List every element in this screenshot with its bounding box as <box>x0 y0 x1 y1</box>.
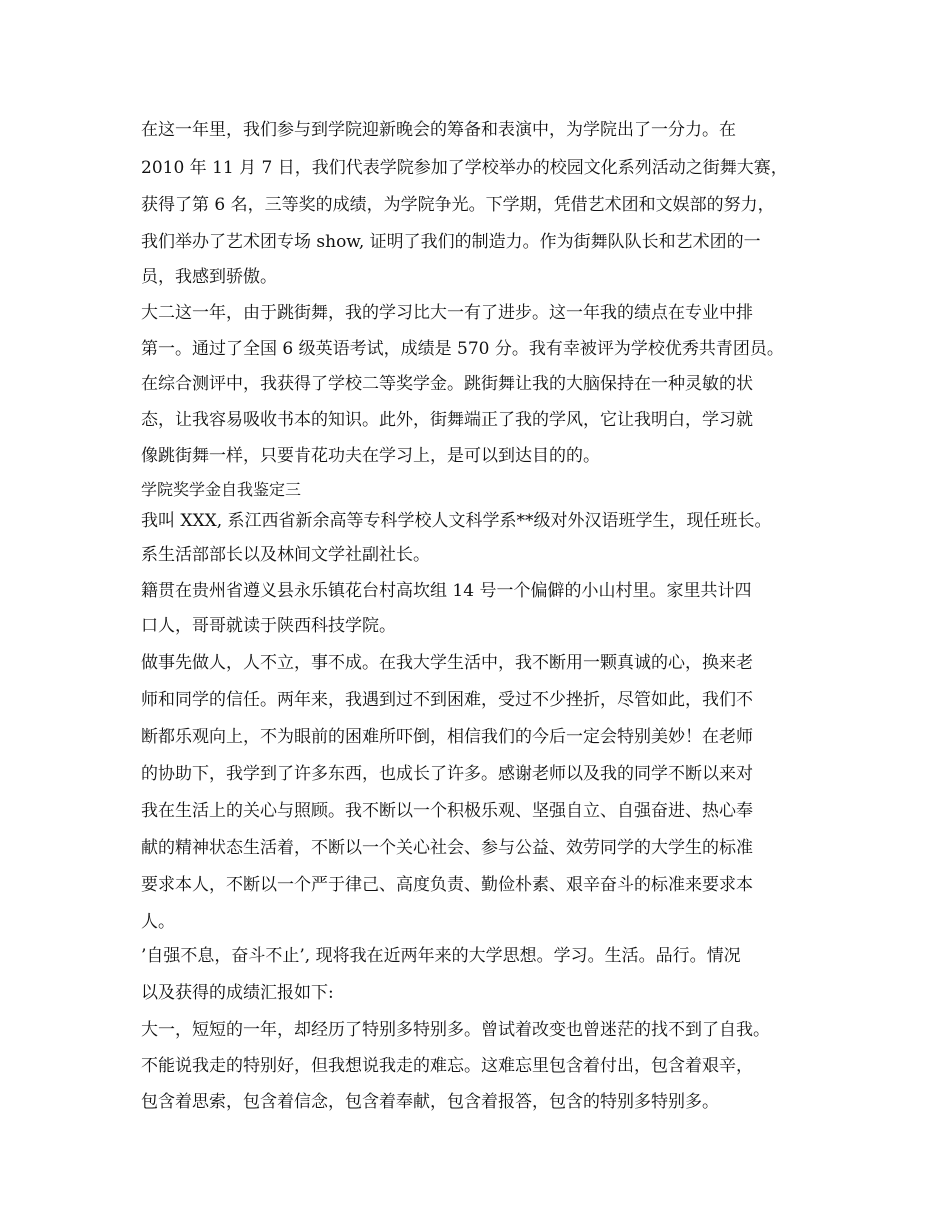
text-line: 做事先做人，人不立，事不成。在我大学生活中，我不断用一颗真诚的心，换来老 <box>141 653 753 673</box>
text-line: 要求本人，不断以一个严于律己、高度负责、勤俭朴素、艰辛奋斗的标准来要求本 <box>141 875 753 895</box>
text-line: 大一，短短的一年，却经历了特别多特别多。曾试着改变也曾迷茫的找不到了自我。 <box>141 1020 770 1040</box>
text-line: 以及获得的成绩汇报如下: <box>141 983 334 1003</box>
section-heading: 学院奖学金自我鉴定三 <box>141 480 302 499</box>
text-line: 像跳街舞一样，只要肯花功夫在学习上，是可以到达目的的。 <box>141 446 600 466</box>
text-line: 我在生活上的关心与照顾。我不断以一个积极乐观、坚强自立、自强奋进、热心奉 <box>141 801 753 821</box>
text-line: 不能说我走的特别好，但我想说我走的难忘。这难忘里包含着付出，包含着艰辛， <box>141 1056 753 1076</box>
text-line: 在这一年里，我们参与到学院迎新晚会的筹备和表演中，为学院出了一分力。在 <box>141 120 736 140</box>
text-line: 包含着思索，包含着信念，包含着奉献，包含着报答，包含的特别多特别多。 <box>141 1092 719 1112</box>
text-line: 在综合测评中，我获得了学校二等奖学金。跳街舞让我的大脑保持在一种灵敏的状 <box>141 374 753 394</box>
text-line: 系生活部部长以及林间文学社副社长。 <box>141 545 430 565</box>
text-line: 第一。通过了全国 6 级英语考试，成绩是 570 分。我有幸被评为学校优秀共青团员。 <box>141 339 784 359</box>
text-line: 获得了第 6 名，三等奖的成绩，为学院争光。下学期，凭借艺术团和文娱部的努力， <box>141 195 775 215</box>
text-line: 口人，哥哥就读于陕西科技学院。 <box>141 616 396 636</box>
text-line: ’自强不息，奋斗不止’, 现将我在近两年来的大学思想。学习。生活。品行。情况 <box>141 946 741 966</box>
text-line: 的协助下，我学到了许多东西，也成长了许多。感谢老师以及我的同学不断以来对 <box>141 764 753 784</box>
text-line: 我叫 XXX, 系江西省新余高等专科学校人文科学系**级对外汉语班学生，现任班长。 <box>141 511 772 531</box>
text-line: 大二这一年，由于跳街舞，我的学习比大一有了进步。这一年我的绩点在专业中排 <box>141 303 753 323</box>
text-line: 员，我感到骄傲。 <box>141 267 277 287</box>
text-line: 人。 <box>141 912 175 932</box>
text-line: 师和同学的信任。两年来，我遇到过不到困难，受过不少挫折，尽管如此，我们不 <box>141 690 753 710</box>
text-line: 籍贯在贵州省遵义县永乐镇花台村高坎组 14 号一个偏僻的小山村里。家里共计四 <box>141 581 752 601</box>
text-line: 2010 年 11 月 7 日，我们代表学院参加了学校举办的校园文化系列活动之街舞大赛， <box>141 158 788 178</box>
text-line: 断都乐观向上，不为眼前的困难所吓倒，相信我们的今后一定会特别美妙！在老师 <box>141 727 753 747</box>
text-line: 态，让我容易吸收书本的知识。此外，街舞端正了我的学风，它让我明白，学习就 <box>141 410 753 430</box>
text-line: 我们举办了艺术团专场 show, 证明了我们的制造力。作为街舞队队长和艺术团的一 <box>141 232 761 252</box>
text-line: 献的精神状态生活着，不断以一个关心社会、参与公益、效劳同学的大学生的标准 <box>141 838 753 858</box>
